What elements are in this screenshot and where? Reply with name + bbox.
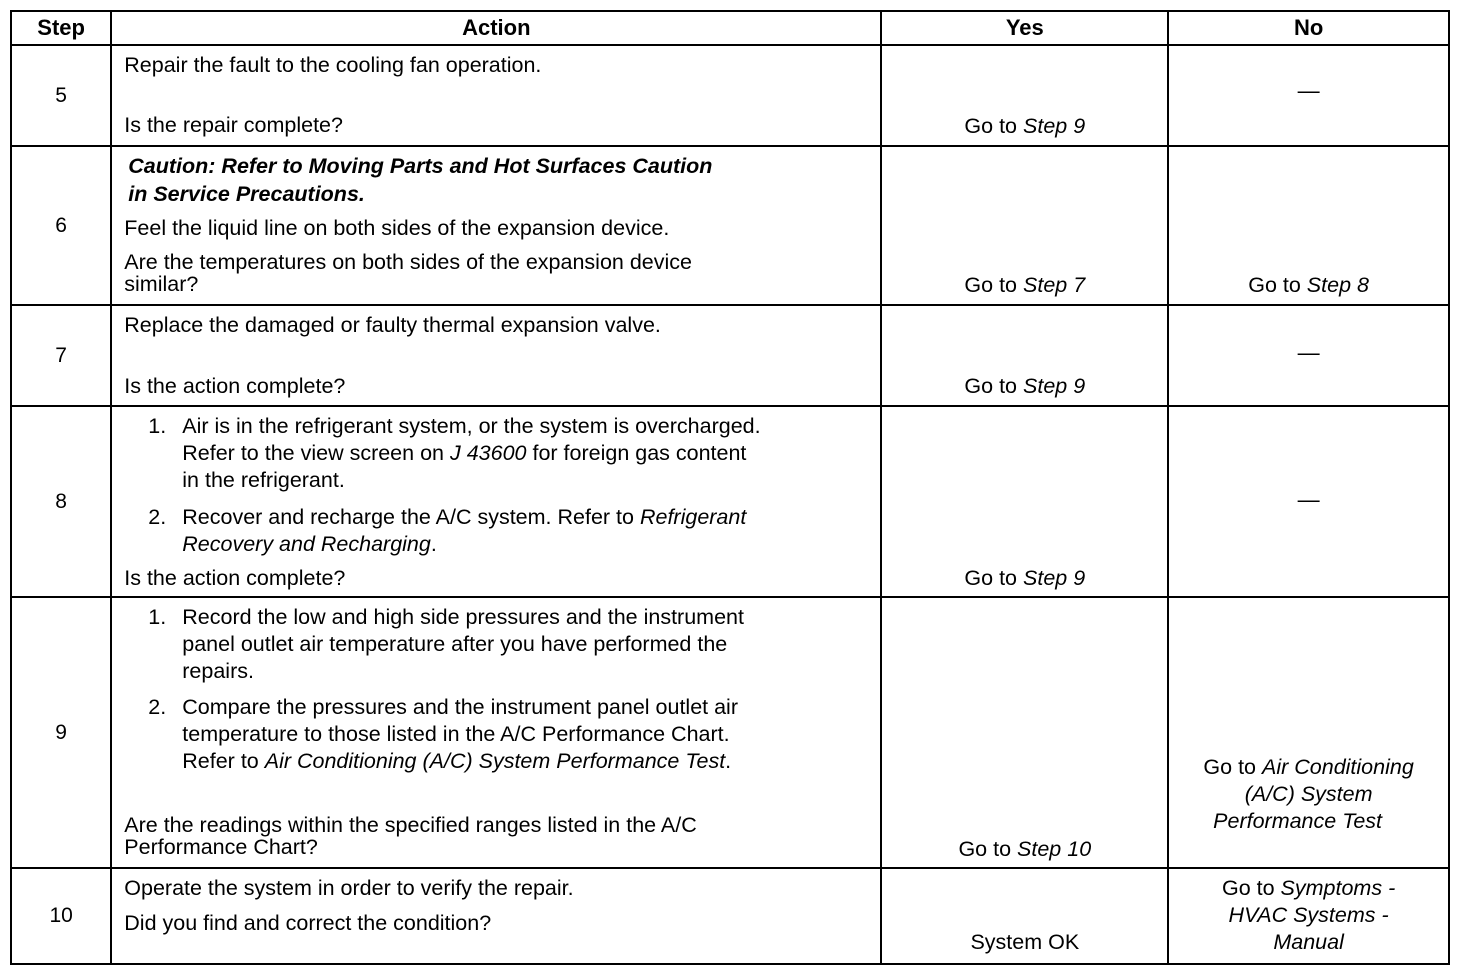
no-cell xyxy=(1168,406,1449,597)
yes-cell xyxy=(881,45,1168,146)
no-dash: — xyxy=(1297,487,1320,512)
action-cell xyxy=(111,45,881,146)
action-text: Repair the fault to the cooling fan operation. xyxy=(124,53,542,77)
header-no: No xyxy=(1168,11,1449,45)
no-cell xyxy=(1168,146,1449,305)
yes-cell xyxy=(881,146,1168,305)
action-cell xyxy=(111,146,881,305)
action-cell xyxy=(111,305,881,406)
table-row xyxy=(11,868,1449,964)
action-text: Feel the liquid line on both sides of the expansion device. xyxy=(124,216,670,240)
yes-goto: Go to Step 9 xyxy=(964,566,1086,590)
yes-goto: Go to Step 9 xyxy=(964,114,1086,138)
yes-goto: Go to Step 10 xyxy=(958,837,1092,861)
question-text: similar? xyxy=(124,272,199,296)
table-row xyxy=(11,406,1449,597)
header-step: Step xyxy=(11,11,111,45)
action-cell xyxy=(111,868,881,964)
no-goto-line: (A/C) System xyxy=(1244,782,1373,806)
no-cell xyxy=(1168,597,1449,868)
yes-cell xyxy=(881,868,1168,964)
table-row xyxy=(11,45,1449,146)
yes-goto: Go to Step 7 xyxy=(964,273,1086,297)
diagnostic-table xyxy=(10,10,1450,965)
action-text: Replace the damaged or faulty thermal expansion valve. xyxy=(124,313,661,337)
caution-text: Caution: Refer to Moving Parts and Hot Surfaces Caution xyxy=(128,154,713,178)
no-dash: — xyxy=(1297,78,1320,103)
table-row xyxy=(11,597,1449,868)
step-number: 5 xyxy=(11,45,111,146)
question-text: Performance Chart? xyxy=(124,835,318,859)
no-goto: Go to Step 8 xyxy=(1248,273,1369,297)
table-row xyxy=(11,146,1449,305)
step-number: 8 xyxy=(11,406,111,597)
yes-result: System OK xyxy=(970,930,1080,954)
caution-text: in Service Precautions. xyxy=(128,182,365,206)
question-text: Are the temperatures on both sides of the expansion device xyxy=(124,250,692,274)
step-number: 9 xyxy=(11,597,111,868)
step-number: 10 xyxy=(11,868,111,964)
yes-cell xyxy=(881,406,1168,597)
table-row xyxy=(11,305,1449,406)
action-cell: 1. Record the low and high side pressures and the instrument panel outlet air temperature after you have performed the repairs. 2. Compare the pressures and the instrument panel outlet air temperature to those listed in the A/C Performance Chart. Refer to Air Conditioning (A/C) System Performance Test. Are the readings within the specified ranges listed in the A/C Performance Chart? xyxy=(111,597,881,868)
no-goto: Go to Symptoms - xyxy=(1221,876,1396,900)
question-text: Is the repair complete? xyxy=(124,113,343,137)
question-text: Did you find and correct the condition? xyxy=(124,911,492,935)
question-text: Are the readings within the specified ranges listed in the A/C xyxy=(124,813,697,837)
question-text: Is the action complete? xyxy=(124,374,346,398)
no-goto-line: Manual xyxy=(1273,930,1344,954)
yes-cell xyxy=(881,305,1168,406)
step-number: 6 xyxy=(11,146,111,305)
no-cell xyxy=(1168,868,1449,964)
header-action: Action xyxy=(111,11,881,45)
action-cell: 1. Air is in the refrigerant system, or the system is overcharged. Refer to the view screen on J 43600 for foreign gas content in the refrigerant. 2. Recover and recharge the A/C system. Refer to Refrigerant Recovery and Recharging. Is the action complete? xyxy=(111,406,881,597)
step-number: 7 xyxy=(11,305,111,406)
action-text: Operate the system in order to verify the repair. xyxy=(124,876,574,900)
header-row xyxy=(11,11,1449,45)
yes-cell xyxy=(881,597,1168,868)
question-text: Is the action complete? xyxy=(124,566,346,590)
no-dash: — xyxy=(1297,340,1320,365)
no-cell xyxy=(1168,45,1449,146)
no-cell xyxy=(1168,305,1449,406)
no-goto-line: HVAC Systems - xyxy=(1228,903,1389,927)
yes-goto: Go to Step 9 xyxy=(964,374,1086,398)
header-yes: Yes xyxy=(881,11,1168,45)
no-goto: Go to Air Conditioning xyxy=(1203,755,1414,779)
no-goto-line: Performance Test xyxy=(1213,809,1383,833)
